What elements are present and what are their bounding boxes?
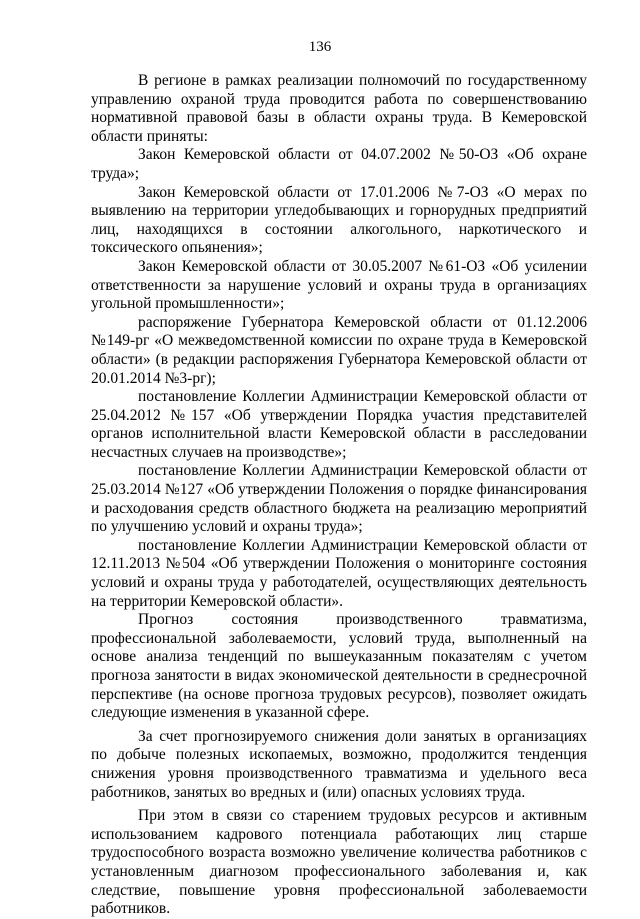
paragraph-resolution-157: постановление Коллегии Администрации Кемеровской области от 25.04.2012 №157 «Об утверждении Порядка участия представителей органов исполнительной власти Кемеровской области в расследовании несчастных случаев на производстве»; [91,388,587,461]
document-body [91,72,587,919]
paragraph-forecast: Прогноз состояния производственного травматизма, профессиональной заболеваемости, условий труда, выполненный на основе анализа тенденций по вышеуказанным показателям с учетом прогноза занятости в видах экономической деятельности в среднесрочной перспективе (на основе прогноза трудовых ресурсов), позволяет ожидать следующие изменения в указанной сфере. [91,611,587,722]
paragraph-resolution-504: постановление Коллегии Администрации Кемеровской области от 12.11.2013 №504 «Об утверждении Положения о мониторинге состояния условий и охраны труда у работодателей, осуществляющих деятельность на территории Кемеровской области». [91,536,587,610]
paragraph-law-50-oz: Закон Кемеровской области от 04.07.2002 №50-ОЗ «Об охране труда»; [91,146,587,182]
paragraph-aging-workforce: При этом в связи со старением трудовых ресурсов и активным использованием кадрового потенциала работающих лиц старше трудоспособного возраста возможно увеличение количества работников с установленным диагнозом профессионального заболевания и, как следствие, повышение уровня профессиональной заболеваемости работников. [91,807,587,918]
paragraph-resolution-127: постановление Коллегии Администрации Кемеровской области от 25.03.2014 №127 «Об утверждении Положения о порядке финансирования и расходования средств областного бюджета на реализацию мероприятий по улучшению условий и охраны труда»; [91,462,587,536]
paragraph-intro: В регионе в рамках реализации полномочий по государственному управлению охраной труда проводится работа по совершенствованию нормативной правовой базы в области охраны труда. В Кемеровской области приняты: [91,72,587,145]
paragraph-order-149-rg: распоряжение Губернатора Кемеровской области от 01.12.2006 №149-рг «О межведомственной комиссии по охране труда в Кемеровской области» (в редакции распоряжения Губернатора Кемеровской области от 20.01.2014 №3-рг); [91,313,587,387]
paragraph-law-61-oz: Закон Кемеровской области от 30.05.2007 №61-ОЗ «Об усилении ответственности за нарушение условий и охраны труда в организациях угольной промышленности»; [91,257,587,313]
paragraph-employment-decline: За счет прогнозируемого снижения доли занятых в организациях по добыче полезных ископаемых, возможно, продолжится тенденция снижения уровня производственного травматизма и удельного веса работников, занятых во вредных и (или) опасных условиях труда. [91,727,587,801]
page-number: 136 [308,39,332,55]
paragraph-law-7-oz: Закон Кемеровской области от 17.01.2006 №7-ОЗ «О мерах по выявлению на территории угледобывающих и горнорудных предприятий лиц, находящихся в состоянии алкогольного, наркотического и токсического опьянения»; [91,183,587,257]
